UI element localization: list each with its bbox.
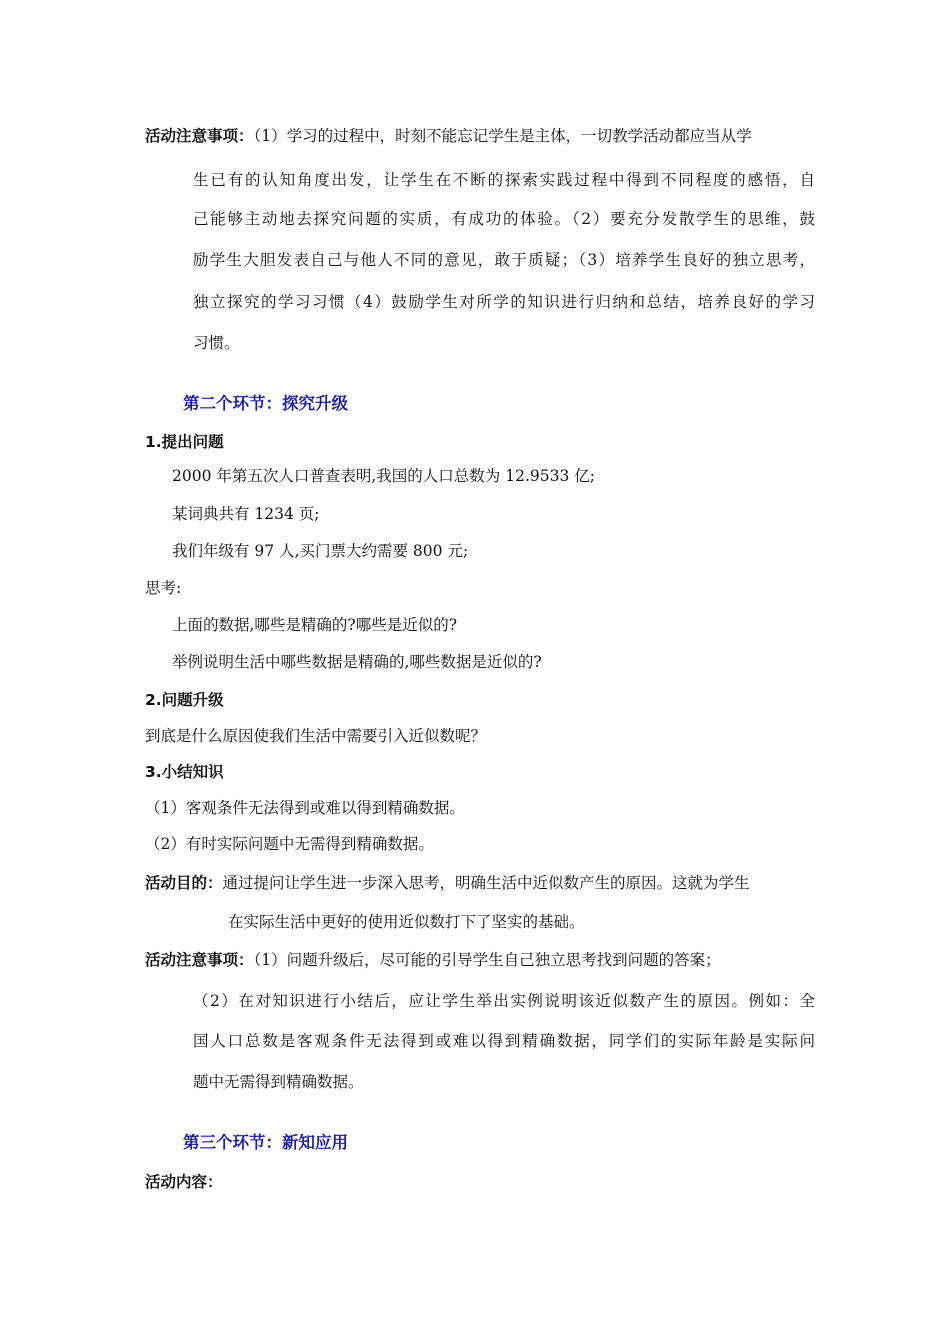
section-heading: 第二个环节：探究升级 xyxy=(183,394,348,413)
subsection-title: 3.小结知识 xyxy=(145,763,224,781)
purpose-line: 在实际生活中更好的使用近似数打下了坚实的基础。 xyxy=(228,913,585,931)
section-heading: 第三个环节：新知应用 xyxy=(183,1133,348,1152)
notes-line: 题中无需得到精确数据。 xyxy=(193,1073,364,1091)
notes-line: 生已有的认知角度出发，让学生在不断的探索实践过程中得到不同程度的感悟，自 xyxy=(193,171,815,189)
notes-line: 己能够主动地去探究问题的实质，有成功的体验。（2）要充分发散学生的思维，鼓 xyxy=(193,210,815,228)
notes-line: （1）问题升级后，尽可能的引导学生自己独立思考找到问题的答案； xyxy=(253,951,721,969)
text-line: （1）客观条件无法得到或难以得到精确数据。 xyxy=(145,799,465,817)
text-line: 我们年级有 97 人,买门票大约需要 800 元; xyxy=(172,542,469,560)
notes-paragraph-2 xyxy=(145,950,721,970)
notes-label: 活动注意事项： xyxy=(145,951,254,969)
content-label: 活动内容： xyxy=(145,1173,223,1191)
text-line: 上面的数据,哪些是精确的?哪些是近似的? xyxy=(172,616,458,634)
text-line: 到底是什么原因使我们生活中需要引入近似数呢？ xyxy=(145,727,487,745)
notes-line: （1）学习的过程中，时刻不能忘记学生是主体，一切教学活动都应当从学 xyxy=(253,127,752,145)
notes-line: 习惯。 xyxy=(193,334,240,352)
notes-label: 活动注意事项： xyxy=(145,127,254,145)
think-label: 思考: xyxy=(145,579,182,597)
notes-line: 国人口总数是客观条件无法得到或难以得到精确数据，同学们的实际年龄是实际问 xyxy=(193,1032,815,1050)
notes-line: 独立探究的学习习惯（4）鼓励学生对所学的知识进行归纳和总结，培养良好的学习 xyxy=(193,293,815,311)
notes-paragraph-1 xyxy=(145,126,752,146)
purpose-line: 通过提问让学生进一步深入思考，明确生活中近似数产生的原因。这就为学生 xyxy=(222,874,750,892)
notes-line: （2）在对知识进行小结后，应让学生举出实例说明该近似数产生的原因。例如：全 xyxy=(193,992,815,1010)
text-line: （2）有时实际问题中无需得到精确数据。 xyxy=(145,835,434,853)
purpose-label: 活动目的： xyxy=(145,874,223,892)
text-line: 举例说明生活中哪些数据是精确的,哪些数据是近似的? xyxy=(172,653,542,671)
text-line: 2000 年第五次人口普查表明,我国的人口总数为 12.9533 亿; xyxy=(172,467,595,485)
purpose-paragraph xyxy=(145,873,750,893)
text-line: 某词典共有 1234 页; xyxy=(172,505,320,523)
notes-line: 励学生大胆发表自己与他人不同的意见，敢于质疑；（3）培养学生良好的独立思考， xyxy=(193,251,815,269)
subsection-title: 2.问题升级 xyxy=(145,691,224,709)
subsection-title: 1.提出问题 xyxy=(145,433,224,451)
